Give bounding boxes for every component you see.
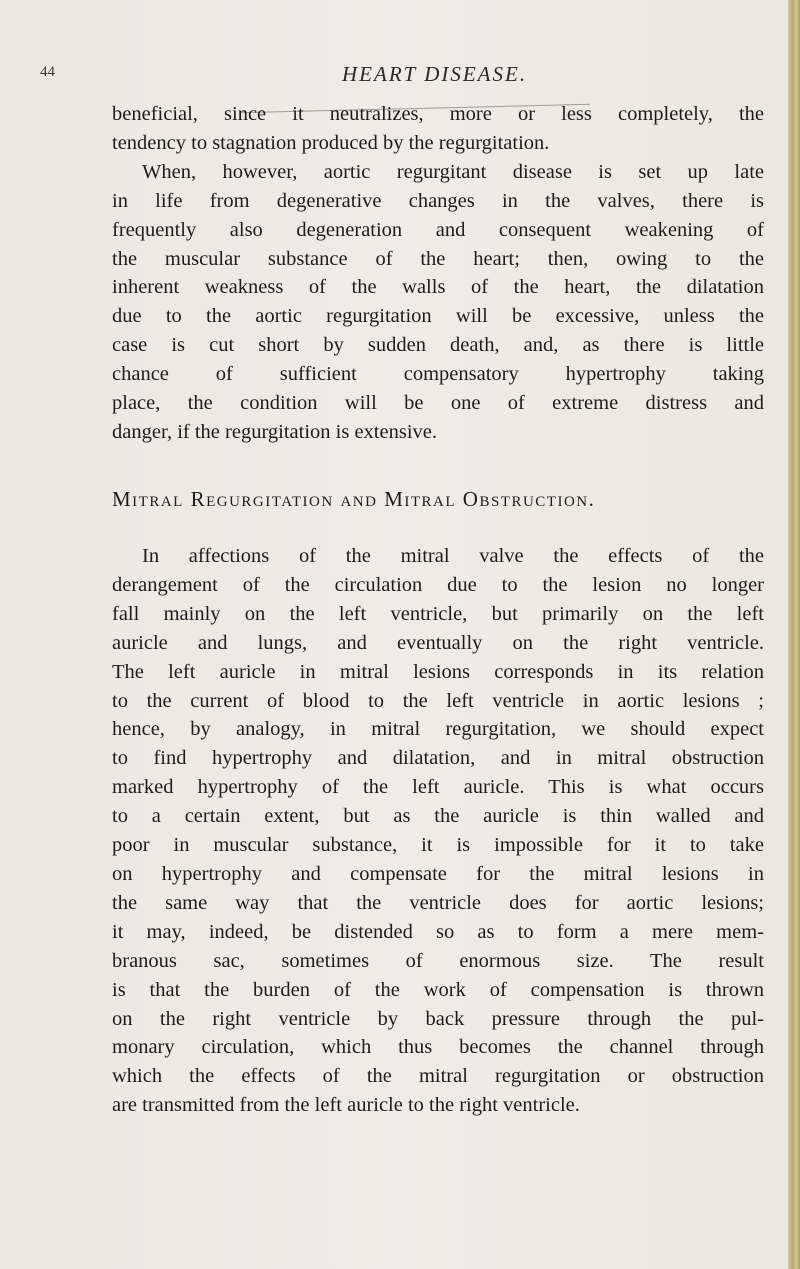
text-line: branous sac, sometimes of enormous size. The result [112,949,764,972]
text-line: in life from degenerative changes in the valves, there is [112,189,764,212]
text-line: to a certain extent, but as the auricle is thin walled and [112,805,764,828]
text-line: which the effects of the mitral regurgitation or obstruction [112,1065,764,1088]
text-line: When, however, aortic regurgitant disease is set up late [142,160,764,183]
text-line: danger, if the regurgitation is extensive. [112,420,437,443]
text-line: are transmitted from the left auricle to the right ventricle. [112,1094,580,1117]
paragraph-aortic-regurgitation [112,100,764,447]
text-line: the muscular substance of the heart; then, owing to the [112,247,764,270]
text-line: The left auricle in mitral lesions corresponds in its relation [112,660,764,683]
page-number: 44 [40,64,55,80]
text-line: it may, indeed, be distended so as to form a mere mem- [112,920,764,943]
text-line: derangement of the circulation due to the lesion no longer [112,573,764,596]
page-edge [788,0,800,1269]
text-line: tendency to stagnation produced by the regurgitation. [112,131,550,154]
text-line: on hypertrophy and compensate for the mitral lesions in [112,862,764,885]
text-line: to find hypertrophy and dilatation, and in mitral obstruction [112,747,764,770]
text-line: beneficial, since it neutralizes, more or less completely, the [112,103,764,125]
running-title: HEART DISEASE. [342,62,528,86]
text-line: is that the burden of the work of compensation is thrown [112,978,764,1001]
text-line: auricle and lungs, and eventually on the right ventricle. [112,631,764,654]
section-heading: Mitral Regurgitation and Mitral Obstruction. [112,487,596,511]
text-line: marked hypertrophy of the left auricle. This is what occurs [112,776,764,799]
text-line: inherent weakness of the walls of the heart, the dilatation [112,276,764,299]
text-line: monary circulation, which thus becomes the channel through [112,1036,764,1059]
text-line: fall mainly on the left ventricle, but primarily on the left [112,602,764,625]
text-line: poor in muscular substance, it is impossible for it to take [112,834,764,857]
text-line: In affections of the mitral valve the effects of the [142,545,764,567]
text-line: the same way that the ventricle does for aortic lesions; [112,891,764,914]
paragraph-mitral-lesions [112,542,764,1120]
text-line: hence, by analogy, in mitral regurgitation, we should expect [112,718,764,741]
text-line: frequently also degeneration and consequent weakening of [112,218,764,241]
text-line: due to the aortic regurgitation will be excessive, unless the [112,305,764,328]
text-line: case is cut short by sudden death, and, as there is little [112,334,764,357]
text-line: chance of sufficient compensatory hypertrophy taking [112,363,764,386]
text-line: on the right ventricle by back pressure through the pul- [112,1007,764,1030]
text-line: to the current of blood to the left ventricle in aortic lesions ; [112,689,764,712]
text-line: place, the condition will be one of extreme distress and [112,392,764,415]
running-head [40,62,760,98]
